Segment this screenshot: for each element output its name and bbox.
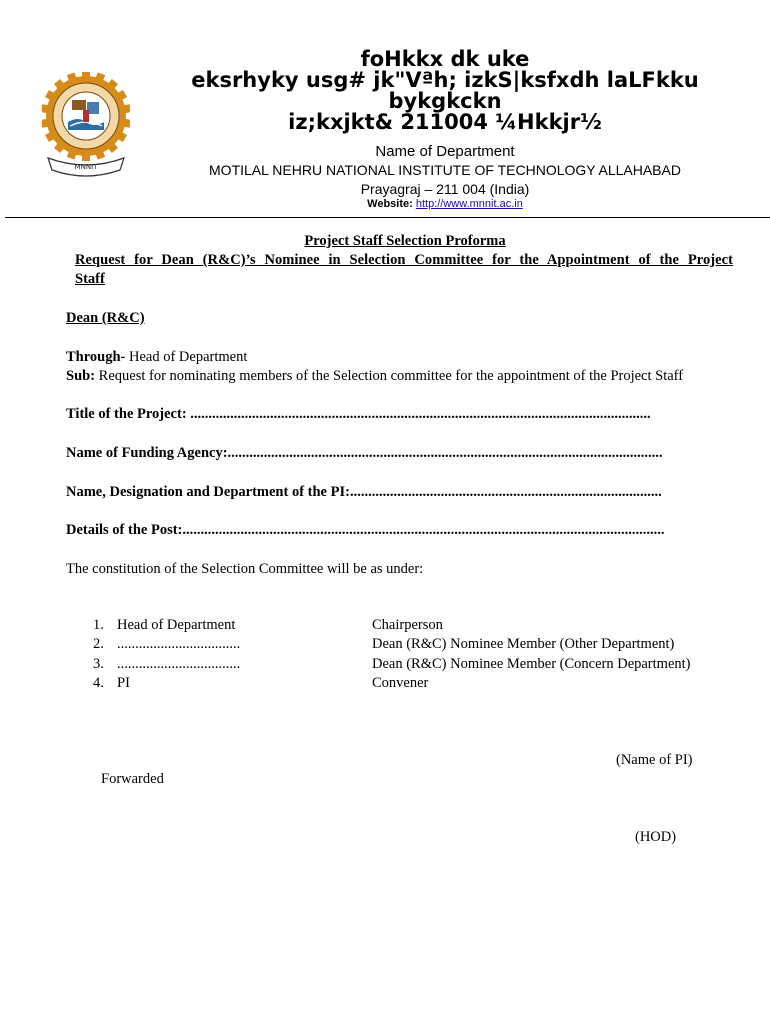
subject-line	[66, 368, 683, 385]
committee-num: 3.	[93, 656, 104, 672]
through-label: Through-	[66, 349, 126, 365]
field-dots: ........................................................................................................................	[227, 445, 663, 461]
website-label: Website:	[367, 198, 413, 210]
committee-num: 2.	[93, 636, 104, 652]
field-dots: ...............................................................................................................................	[186, 406, 651, 422]
pi-signature-label: (Name of PI)	[616, 752, 693, 768]
field-project-title[interactable]	[66, 406, 716, 423]
subject-label: Sub:	[66, 368, 96, 384]
field-label: Title of the Project:	[66, 406, 187, 422]
form-title: Project Staff Selection Proforma	[304, 233, 506, 249]
committee-member-role: Chairperson	[372, 617, 443, 633]
committee-member-role: Dean (R&C) Nominee Member (Other Department)	[372, 636, 675, 652]
field-funding-agency[interactable]	[66, 445, 716, 462]
field-label: Name, Designation and Department of the PI:	[66, 484, 350, 500]
field-pi-details[interactable]	[66, 484, 716, 501]
committee-member-name[interactable]: ..................................	[117, 656, 241, 672]
department-name: Name of Department	[375, 143, 515, 160]
form-subtitle-line1: Request for Dean (R&C)’s Nominee in Selection Committee for the Appointment of the Project	[75, 252, 733, 268]
committee-member-name[interactable]: ..................................	[117, 636, 241, 652]
forwarded-label: Forwarded	[101, 771, 164, 787]
constitution-text: The constitution of the Selection Committee will be as under:	[66, 561, 424, 577]
logo-emblem-icon	[42, 72, 130, 178]
hindi-city: bykgkckn	[388, 89, 502, 113]
through-value: Head of Department	[125, 349, 248, 365]
field-post-details[interactable]	[66, 522, 716, 539]
header-divider	[5, 217, 770, 218]
field-label: Details of the Post:	[66, 522, 183, 538]
field-dots: ......................................................................................	[349, 484, 662, 500]
subject-value: Request for nominating members of the Selection committee for the appointment of the Project Staff	[95, 368, 684, 384]
website-link[interactable]: http://www.mnnit.ac.in	[415, 198, 523, 210]
institute-name: MOTILAL NEHRU NATIONAL INSTITUTE OF TECHNOLOGY ALLAHABAD	[209, 162, 681, 178]
through-line	[66, 349, 247, 366]
committee-num: 1.	[93, 617, 104, 633]
hindi-institute-name: eksrhyky usg# jk"Vªh; izkS|ksfxdh laLFkku	[191, 68, 699, 92]
hod-signature-label: (HOD)	[635, 829, 677, 845]
field-label: Name of Funding Agency:	[66, 445, 228, 461]
svg-text:MNNIT: MNNIT	[74, 163, 98, 171]
addressee: Dean (R&C)	[66, 310, 145, 326]
committee-member-name: PI	[117, 675, 130, 691]
institute-address: Prayagraj – 211 004 (India)	[360, 181, 530, 197]
institute-logo	[42, 72, 130, 178]
committee-member-name: Head of Department	[117, 617, 236, 633]
hindi-dept-title: foHkkx dk uke	[360, 47, 530, 71]
committee-num: 4.	[93, 675, 104, 691]
field-dots: .....................................................................................................................................	[182, 522, 665, 538]
form-subtitle-line2: Staff	[75, 271, 105, 287]
hindi-address: iz;kxjkt& 211004 ¼Hkkjr½	[288, 110, 602, 134]
committee-member-role: Dean (R&C) Nominee Member (Concern Department)	[372, 656, 691, 672]
committee-member-role: Convener	[372, 675, 429, 691]
website-line	[160, 198, 730, 210]
